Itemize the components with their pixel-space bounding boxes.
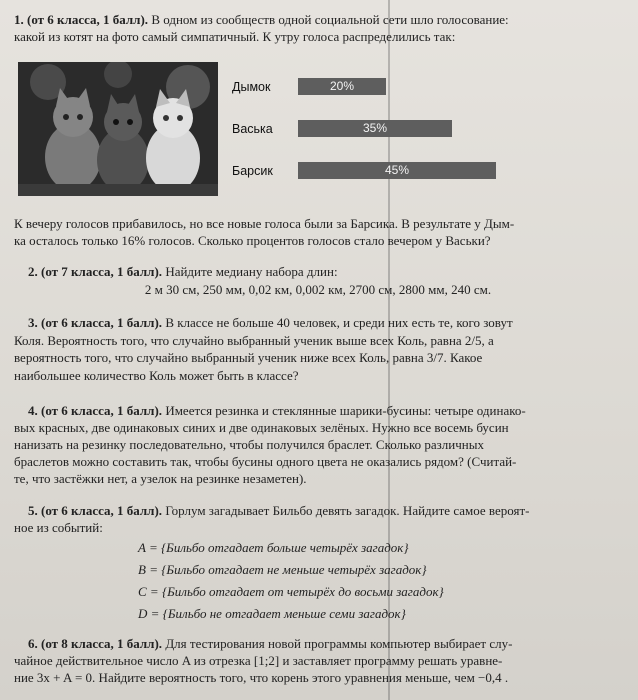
kittens-photo	[18, 62, 218, 196]
poll-bar-vaska: 35%	[298, 120, 452, 137]
problem-5-line1	[28, 503, 622, 520]
problem-1-header: (от 6 класса, 1 балл).	[27, 12, 149, 27]
poll-bar-dymok: 20%	[298, 78, 386, 95]
problem-4-line5: те, что застёжки нет, а узелок на резинке незаметен).	[14, 471, 307, 486]
problem-6-line3: ние 3x + A = 0. Найдите вероятность того, что корень этого уравнения меньше, чем −0,4 .	[14, 670, 509, 685]
problem-4-line2: вых красных, две одинаковых синих и две одинаковых зелёных. Нужно все восемь бусин	[14, 420, 509, 435]
problem-4-line3: нанизать на резинку последовательно, чтобы получился браслет. Сколько различных	[14, 437, 484, 452]
problem-5-header: (от 6 класса, 1 балл).	[41, 503, 163, 518]
problem-3-line1	[28, 315, 622, 332]
problem-6-line2: чайное действительное число A из отрезка [1;2] и заставляет программу решать уравне-	[14, 653, 503, 668]
problem-3-text: В классе не больше 40 человек, и среди них есть те, кого зовут	[162, 315, 513, 330]
problem-5-number: 5.	[28, 503, 38, 518]
problem-3-line2: Коля. Вероятность того, что случайно выбранный ученик выше всех Коль, равна 2/5, а	[14, 333, 494, 348]
problem-6-line1	[28, 636, 622, 653]
event-b: B = {Бильбо отгадает не меньше четырёх загадок}	[138, 562, 427, 577]
problem-1-intro-text: В одном из сообществ одной социальной сети шло голосование:	[148, 12, 509, 27]
event-d: D = {Бильбо не отгадает меньше семи загадок}	[138, 606, 406, 621]
problem-4-header: (от 6 класса, 1 балл).	[41, 403, 163, 418]
problem-2-header: (от 7 класса, 1 балл).	[41, 264, 163, 279]
problem-4-number: 4.	[28, 403, 38, 418]
problem-6-number: 6.	[28, 636, 38, 651]
problem-2-values: 2 м 30 см, 250 мм, 0,02 км, 0,002 км, 2700 см, 2800 мм, 240 см.	[144, 282, 492, 297]
problem-3-line3: вероятность того, что случайно выбранный ученик ниже всех Коль, равна 3/7. Какое	[14, 350, 483, 365]
problem-6-header: (от 8 класса, 1 балл).	[41, 636, 163, 651]
problem-1-intro-line1	[14, 12, 622, 29]
problem-1-question-line1: К вечеру голосов прибавилось, но все новые голоса были за Барсика. В результате у Дым-	[14, 216, 515, 231]
problem-4-line1	[28, 403, 622, 420]
poll-label-barsik: Барсик	[232, 164, 273, 178]
problem-3-number: 3.	[28, 315, 38, 330]
problem-4-text: Имеется резинка и стеклянные шарики-бусины: четыре одинако-	[162, 403, 526, 418]
problem-4-line4: браслетов можно составить так, чтобы бусины одного цвета не оказались рядом? (Считай-	[14, 454, 517, 469]
event-a: A = {Бильбо отгадает больше четырёх загадок}	[138, 540, 409, 555]
poll-label-vaska: Васька	[232, 122, 273, 136]
problem-1-question-line2: ка осталось только 16% голосов. Сколько процентов голосов стало вечером у Васьки?	[14, 233, 491, 248]
problem-5-line2: ное из событий:	[14, 520, 103, 535]
problem-2-text: Найдите медиану набора длин:	[162, 264, 338, 279]
problem-1-number: 1.	[14, 12, 24, 27]
problem-5-text: Горлум загадывает Бильбо девять загадок. Найдите самое вероят-	[162, 503, 530, 518]
poll-label-dymok: Дымок	[232, 80, 271, 94]
poll-bar-barsik: 45%	[298, 162, 496, 179]
problem-1-intro-line2: какой из котят на фото самый симпатичный. К утру голоса распределились так:	[14, 29, 456, 44]
kittens-illustration	[18, 62, 218, 196]
problem-2-number: 2.	[28, 264, 38, 279]
problem-2-line	[28, 264, 622, 281]
problem-3-line4: наибольшее количество Коль может быть в классе?	[14, 368, 299, 383]
problem-3-header: (от 6 класса, 1 балл).	[41, 315, 163, 330]
event-c: C = {Бильбо отгадает от четырёх до восьми загадок}	[138, 584, 444, 599]
problem-6-text: Для тестирования новой программы компьютер выбирает слу-	[162, 636, 513, 651]
